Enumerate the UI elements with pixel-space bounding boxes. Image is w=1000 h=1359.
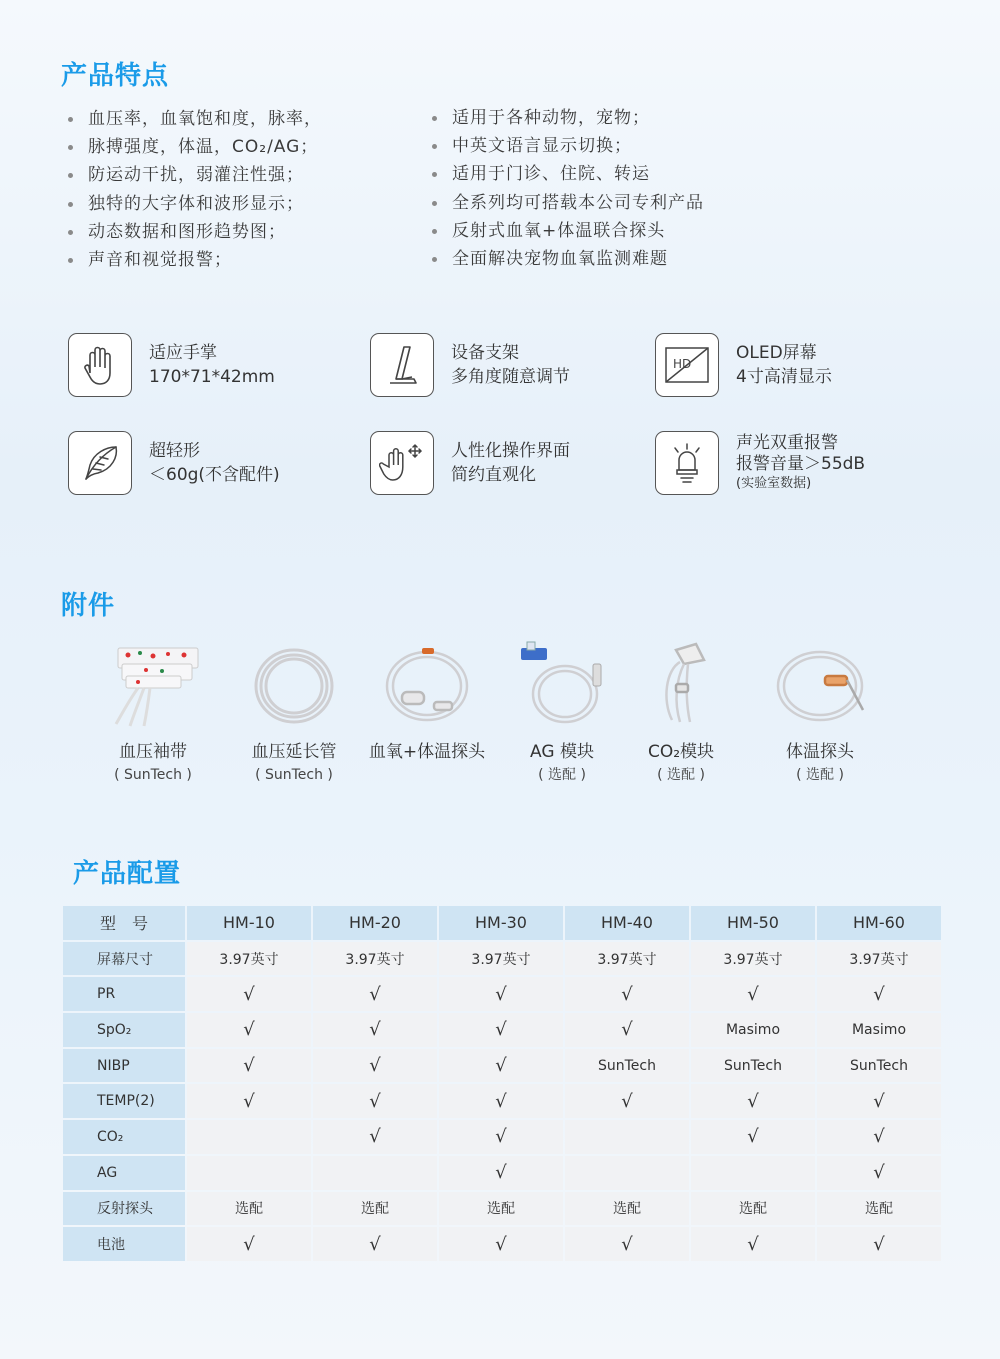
- table-cell: √: [439, 1227, 563, 1261]
- bp-extension-tube-icon: [239, 640, 349, 730]
- palm-hand-icon: [68, 333, 132, 397]
- table-cell: √: [817, 1227, 941, 1261]
- table-cell: √: [565, 977, 689, 1011]
- features-right-list: [432, 104, 704, 273]
- table-row: [63, 1192, 941, 1226]
- table-cell: √: [817, 1084, 941, 1118]
- table-row: [63, 1049, 941, 1083]
- table-cell: √: [565, 1227, 689, 1261]
- accessory-sub: ( 选配 ): [657, 767, 705, 783]
- table-cell: √: [187, 1049, 311, 1083]
- table-cell: 3.97英寸: [817, 942, 941, 976]
- spec-line3: (实验室数据): [736, 476, 812, 491]
- table-row: [63, 1013, 941, 1047]
- table-cell: √: [817, 977, 941, 1011]
- feature-item: 全面解决宠物血氧监测难题: [432, 245, 704, 273]
- spec-palm-size: [68, 333, 275, 397]
- features-left-list: [68, 105, 322, 274]
- feature-item: 适用于各种动物，宠物；: [432, 104, 704, 132]
- table-cell: √: [439, 977, 563, 1011]
- table-cell: 选配: [691, 1192, 815, 1226]
- accessory-name: 血氧+体温探头: [368, 742, 486, 762]
- spec-line2: ＜60g(不含配件): [149, 465, 280, 485]
- table-cell: √: [313, 1049, 437, 1083]
- spec-line2: 简约直观化: [451, 465, 536, 485]
- accessory-sub: ( 选配 ): [796, 767, 844, 783]
- header-cell: HM-30: [439, 906, 563, 940]
- table-cell: √: [439, 1084, 563, 1118]
- feature-item: 声音和视觉报警；: [68, 246, 322, 274]
- table-cell: [565, 1156, 689, 1190]
- table-cell: √: [691, 1120, 815, 1154]
- spec-line1: 人性化操作界面: [451, 441, 570, 461]
- row-label: SpO₂: [63, 1013, 185, 1047]
- spec-alarm: [655, 431, 865, 495]
- table-cell: SunTech: [691, 1049, 815, 1083]
- hd-screen-icon: [655, 333, 719, 397]
- accessories-title: 附件: [61, 591, 116, 621]
- row-label: 屏幕尺寸: [63, 942, 185, 976]
- table-cell: √: [313, 977, 437, 1011]
- table-cell: √: [187, 1084, 311, 1118]
- feature-item: 独特的大字体和波形显示；: [68, 190, 322, 218]
- spec-line2: 报警音量＞55dB: [736, 454, 866, 474]
- accessory-co2-module: [611, 640, 751, 786]
- accessory-bp-cuff: [83, 640, 223, 786]
- table-row: [63, 1120, 941, 1154]
- alarm-light-icon: [655, 431, 719, 495]
- table-cell: [313, 1156, 437, 1190]
- config-table: [61, 904, 943, 1263]
- feature-item: 动态数据和图形趋势图；: [68, 218, 322, 246]
- accessory-sub: ( SunTech ): [114, 767, 192, 783]
- table-cell: √: [187, 977, 311, 1011]
- table-cell: √: [313, 1120, 437, 1154]
- table-cell: 选配: [313, 1192, 437, 1226]
- feature-item: 中英文语言显示切换；: [432, 132, 704, 160]
- table-cell: 选配: [187, 1192, 311, 1226]
- feature-item: 防运动干扰，弱灌注性强；: [68, 161, 322, 189]
- table-cell: √: [565, 1084, 689, 1118]
- table-cell: SunTech: [817, 1049, 941, 1083]
- spec-stand: [370, 333, 570, 397]
- row-label: PR: [63, 977, 185, 1011]
- feather-icon: [68, 431, 132, 495]
- table-cell: √: [313, 1013, 437, 1047]
- table-cell: √: [187, 1227, 311, 1261]
- table-cell: √: [817, 1156, 941, 1190]
- header-cell: HM-50: [691, 906, 815, 940]
- feature-item: 血压率，血氧饱和度，脉率，: [68, 105, 322, 133]
- header-cell: HM-40: [565, 906, 689, 940]
- accessory-name: 体温探头: [786, 742, 854, 762]
- accessory-sub: ( SunTech ): [255, 767, 333, 783]
- spec-line1: 声光双重报警: [736, 433, 838, 453]
- spec-weight: [68, 431, 280, 495]
- table-cell: [187, 1120, 311, 1154]
- table-row: [63, 1084, 941, 1118]
- table-cell: √: [565, 1013, 689, 1047]
- table-cell: SunTech: [565, 1049, 689, 1083]
- spec-interface: [370, 431, 570, 495]
- table-header-row: [63, 906, 941, 940]
- spec-line1: 适应手掌: [149, 343, 217, 363]
- table-cell: √: [439, 1120, 563, 1154]
- table-cell: √: [187, 1013, 311, 1047]
- table-cell: 3.97英寸: [691, 942, 815, 976]
- feature-item: 反射式血氧+体温联合探头: [432, 217, 704, 245]
- table-cell: √: [691, 1227, 815, 1261]
- accessory-name: CO₂模块: [647, 742, 715, 762]
- touch-gesture-icon: [370, 431, 434, 495]
- table-cell: √: [313, 1227, 437, 1261]
- table-cell: Masimo: [817, 1013, 941, 1047]
- spec-line1: OLED屏幕: [736, 343, 817, 363]
- table-cell: Masimo: [691, 1013, 815, 1047]
- row-label: NIBP: [63, 1049, 185, 1083]
- row-label: AG: [63, 1156, 185, 1190]
- bp-cuff-icon: [98, 640, 208, 730]
- accessory-name: AG 模块: [530, 742, 594, 762]
- table-cell: √: [691, 1084, 815, 1118]
- table-cell: 选配: [817, 1192, 941, 1226]
- features-title: 产品特点: [61, 61, 170, 91]
- header-cell: HM-60: [817, 906, 941, 940]
- table-cell: 3.97英寸: [187, 942, 311, 976]
- spo2-temp-probe-icon: [372, 640, 482, 730]
- table-row: [63, 1156, 941, 1190]
- accessory-temp-probe: [750, 640, 890, 786]
- table-cell: √: [313, 1084, 437, 1118]
- table-cell: 3.97英寸: [439, 942, 563, 976]
- device-stand-icon: [370, 333, 434, 397]
- table-cell: 选配: [439, 1192, 563, 1226]
- table-cell: √: [439, 1013, 563, 1047]
- feature-item: 适用于门诊、住院、转运: [432, 160, 704, 188]
- table-cell: [691, 1156, 815, 1190]
- accessory-name: 血压袖带: [119, 742, 187, 762]
- header-cell: 型 号: [63, 906, 185, 940]
- table-row: [63, 942, 941, 976]
- accessory-name: 血压延长管: [251, 742, 337, 762]
- spec-line2: 170*71*42mm: [149, 367, 275, 387]
- spec-line2: 4寸高清显示: [736, 367, 832, 387]
- feature-item: 脉搏强度，体温，CO₂/AG；: [68, 133, 322, 161]
- co2-module-icon: [626, 640, 736, 730]
- row-label: TEMP(2): [63, 1084, 185, 1118]
- table-cell: [187, 1156, 311, 1190]
- header-cell: HM-10: [187, 906, 311, 940]
- config-title: 产品配置: [73, 859, 182, 889]
- header-cell: HM-20: [313, 906, 437, 940]
- accessory-bp-tube: [224, 640, 364, 786]
- table-cell: √: [691, 977, 815, 1011]
- accessory-spo2-temp-probe: [357, 640, 497, 764]
- spec-line1: 设备支架: [451, 343, 519, 363]
- spec-line2: 多角度随意调节: [451, 367, 570, 387]
- spec-line1: 超轻形: [149, 441, 200, 461]
- spec-screen: [655, 333, 832, 397]
- table-cell: 3.97英寸: [565, 942, 689, 976]
- table-cell: [565, 1120, 689, 1154]
- table-cell: √: [439, 1156, 563, 1190]
- ag-module-icon: [507, 640, 617, 730]
- feature-item: 全系列均可搭载本公司专利产品: [432, 189, 704, 217]
- table-cell: √: [439, 1049, 563, 1083]
- table-cell: 选配: [565, 1192, 689, 1226]
- accessory-sub: ( 选配 ): [538, 767, 586, 783]
- table-cell: √: [817, 1120, 941, 1154]
- row-label: CO₂: [63, 1120, 185, 1154]
- table-row: [63, 977, 941, 1011]
- hd-badge: HD: [673, 357, 692, 371]
- row-label: 反射探头: [63, 1192, 185, 1226]
- table-cell: 3.97英寸: [313, 942, 437, 976]
- table-row: [63, 1227, 941, 1261]
- temp-probe-icon: [765, 640, 875, 730]
- row-label: 电池: [63, 1227, 185, 1261]
